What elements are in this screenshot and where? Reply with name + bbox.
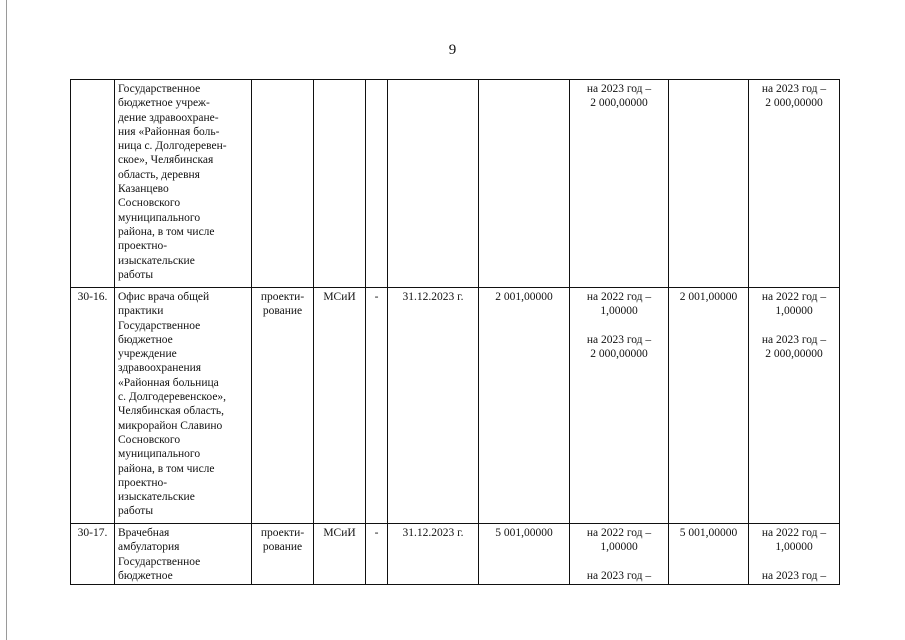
name-line: ница с. Долгодеревен- [118,140,227,153]
name-line: область, деревня [118,168,200,181]
name-line: работы [118,505,154,518]
name-line: муниципального [118,448,201,461]
name-line: практики [118,305,164,318]
row-number: 30-17. [71,524,115,585]
responsible-cell [314,80,366,288]
name-line: Казанцево [118,183,169,196]
name-line: Офис врача общей [118,291,210,303]
name-line: района, в том числе [118,462,215,475]
dash-cell: - [366,288,388,524]
funding-by-year-cell: на 2023 год – 2 000,00000 [570,80,669,288]
name-line: Сосновского [118,197,181,210]
table-row [71,524,840,585]
name-line: амбулатория [118,541,180,554]
page-number: 9 [448,42,457,58]
cost-cell-2: 5 001,00000 [669,524,749,585]
name-line: района, в том числе [118,225,215,238]
name-line: Врачебная [118,527,170,539]
table-row [71,288,840,524]
funding-by-year-cell: на 2022 год – 1,00000 на 2023 год – [570,524,669,585]
table-row [71,80,840,288]
name-line: Государственное [118,555,201,568]
deadline-cell: 31.12.2023 г. [388,524,479,585]
funding-by-year-cell: на 2022 год – 1,00000 на 2023 год – 2 000,00000 [570,288,669,524]
stage-cell: проекти- рование [252,524,314,585]
funding-by-year-cell-2: на 2022 год – 1,00000 на 2023 год – 2 000,00000 [749,288,840,524]
responsible-cell: МСиИ [314,524,366,585]
cost-cell [479,80,570,288]
name-line: бюджетное [118,569,173,582]
program-table [70,79,840,585]
name-line: Челябинская область, [118,405,224,418]
name-line: здравоохранения [118,362,202,375]
object-name [115,288,252,524]
page-left-edge [6,0,7,640]
name-line: изыскательские [118,254,195,267]
name-line: ское», Челябинская [118,154,214,167]
name-line: Государственное [118,319,201,332]
name-line: работы [118,268,154,281]
dash-cell [366,80,388,288]
name-line: изыскательские [118,491,195,504]
funding-by-year-cell-2: на 2023 год – 2 000,00000 [749,80,840,288]
funding-by-year-cell-2: на 2022 год – 1,00000 на 2023 год – [749,524,840,585]
name-line: бюджетное [118,333,173,346]
name-line: Государственное [118,83,201,95]
deadline-cell: 31.12.2023 г. [388,288,479,524]
name-line: с. Долгодеревенское», [118,391,227,404]
name-line: проектно- [118,240,168,253]
name-line: «Районная больница [118,376,219,389]
stage-cell [252,80,314,288]
name-line: микрорайон Славино [118,419,223,432]
row-number: 30-16. [71,288,115,524]
object-name [115,524,252,585]
row-number [71,80,115,288]
name-line: бюджетное учреж- [118,97,210,110]
name-line: проектно- [118,476,168,489]
dash-cell: - [366,524,388,585]
name-line: дение здравоохране- [118,111,219,124]
cost-cell: 2 001,00000 [479,288,570,524]
cost-cell: 5 001,00000 [479,524,570,585]
name-line: муниципального [118,211,201,224]
responsible-cell: МСиИ [314,288,366,524]
cost-cell-2: 2 001,00000 [669,288,749,524]
name-line: ния «Районная боль- [118,125,220,138]
name-line: Сосновского [118,433,181,446]
object-name [115,80,252,288]
stage-cell: проекти- рование [252,288,314,524]
cost-cell-2 [669,80,749,288]
deadline-cell [388,80,479,288]
name-line: учреждение [118,348,177,361]
